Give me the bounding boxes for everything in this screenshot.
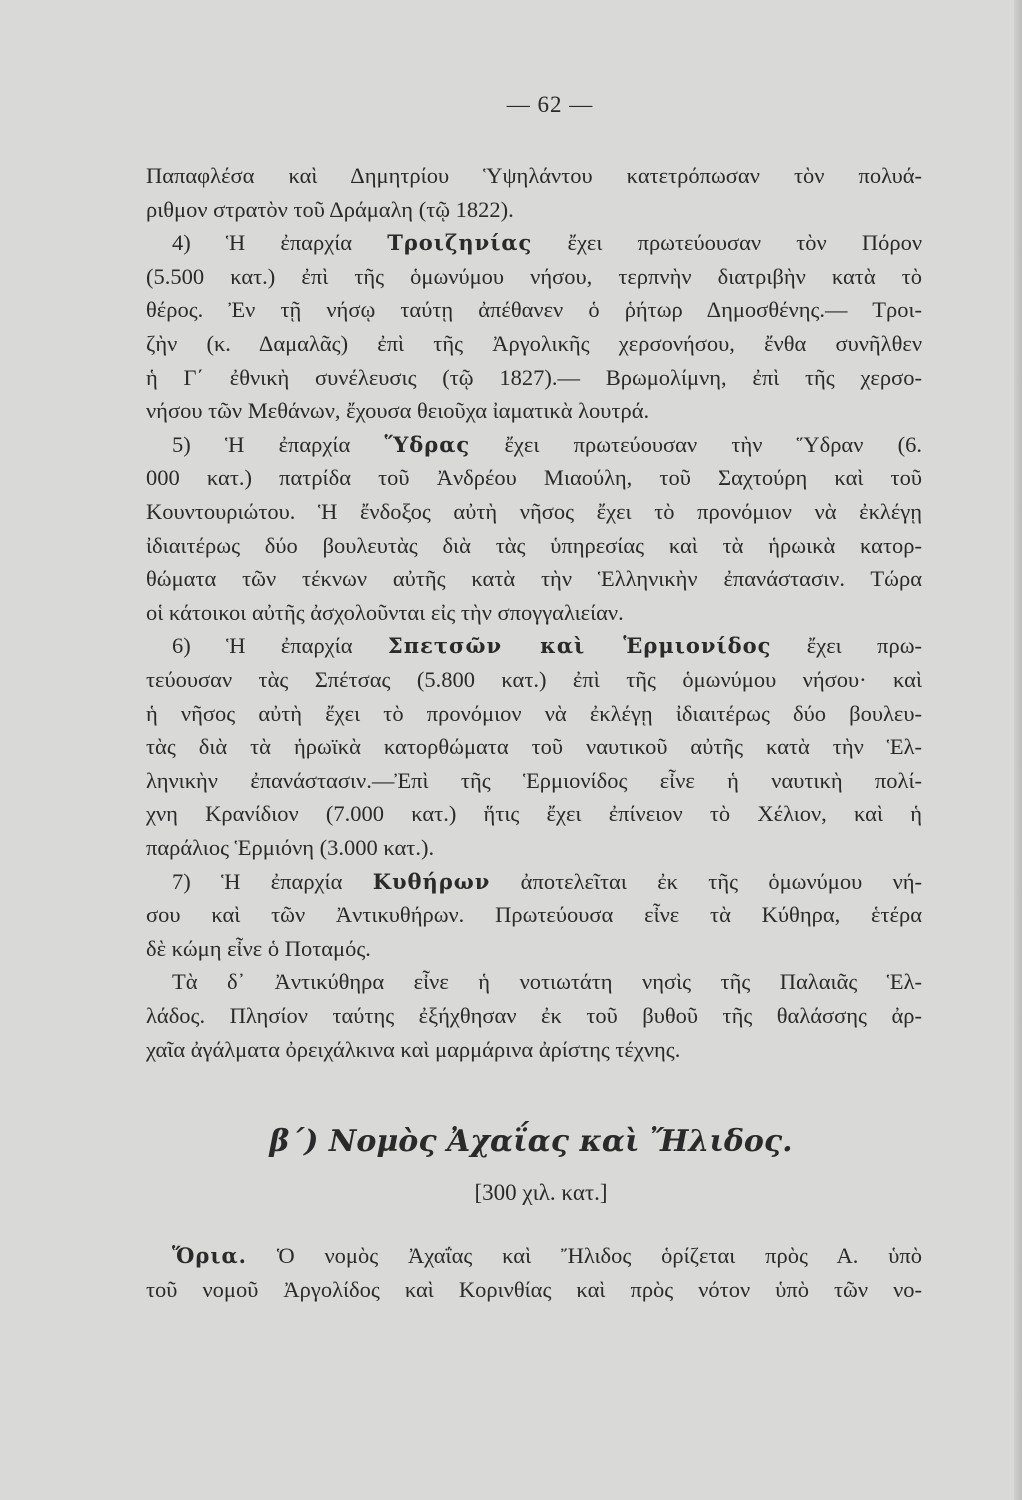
line-text: τεύουσαν τὰς Σπέτσας (5.800 κατ.) ἐπὶ τῆς ὁμωνύμου νήσου· καὶ — [146, 667, 922, 692]
text-line — [146, 833, 922, 863]
text-line — [146, 363, 922, 393]
line-text: 000 κατ.) πατρίδα τοῦ Ἀνδρέου Μιαούλη, τοῦ Σαχτούρη καὶ τοῦ — [146, 465, 922, 491]
text-line — [146, 766, 922, 796]
line-text: παράλιος Ἑρμιόνη (3.000 κατ.). — [146, 835, 435, 860]
text-line — [146, 564, 922, 594]
text-line — [172, 1241, 922, 1271]
line-text: τοῦ νομοῦ Ἀργολίδος καὶ Κορινθίας καὶ πρὸς νότον ὑπὸ τῶν νο- — [146, 1277, 922, 1302]
line-text: τὰς διὰ τὰ ἡρωϊκὰ κατορθώματα τοῦ ναυτικοῦ αὐτῆς κατὰ τὴν Ἑλ- — [146, 734, 922, 760]
text-line — [146, 900, 922, 930]
text-line — [172, 867, 922, 897]
text-line — [146, 598, 922, 628]
text-line — [146, 497, 922, 527]
text-line — [146, 463, 922, 493]
text-line — [172, 430, 922, 460]
line-text: ἔχει πρωτεύουσαν τὴν Ὕδραν (6. — [470, 431, 922, 457]
bold-term: Τροιζηνίας — [387, 230, 533, 256]
text-line — [146, 665, 922, 695]
line-text: Παπαφλέσα καὶ Δημητρίου Ὑψηλάντου κατετρόπωσαν τὸν πολυά- — [146, 163, 922, 188]
line-text: Κουντουριώτου. Ἡ ἔνδοξος αὐτὴ νῆσος ἔχει τὸ προνόμιον νὰ ἐκλέγῃ — [146, 499, 922, 524]
bold-term: Ὕδρας — [384, 431, 471, 457]
line-text: λάδος. Πλησίον ταύτης ἐξήχθησαν ἐκ τοῦ βυθοῦ τῆς θαλάσσης ἀρ- — [146, 1003, 922, 1028]
line-text: θώματα τῶν τέκνων αὐτῆς κατὰ τὴν Ἑλληνικὴν ἐπανάστασιν. Τώρα — [146, 566, 922, 592]
line-text: 6) Ἡ ἐπαρχία — [172, 633, 388, 659]
text-line — [146, 195, 922, 225]
line-text: Ὁ νομὸς Ἀχαΐας καὶ Ἤλιδος ὁρίζεται πρὸς Α. ὑπὸ — [247, 1243, 922, 1268]
line-text: δὲ κώμη εἶνε ὁ Ποταμός. — [146, 935, 371, 961]
line-text: θέρος. Ἐν τῇ νήσῳ ταύτῃ ἀπέθανεν ὁ ῥήτωρ Δημοσθένης.— Τροι- — [146, 297, 922, 323]
text-line — [146, 699, 922, 729]
text-line — [146, 262, 922, 292]
bold-term: Κυθήρων — [372, 868, 491, 894]
text-line — [146, 799, 922, 829]
line-text: ριθμον στρατὸν τοῦ Δράμαλη (τῷ 1822). — [146, 196, 514, 222]
text-line — [146, 329, 922, 359]
section-area: [300 χιλ. κατ.] — [474, 1180, 608, 1205]
text-line — [172, 228, 922, 258]
text-line — [146, 934, 922, 964]
line-text: ἡ νῆσος αὐτὴ ἔχει τὸ προνόμιον νὰ ἐκλέγῃ ἰδιαιτέρως δύο βουλευ- — [146, 700, 922, 726]
line-text: 4) Ἡ ἐπαρχία — [172, 230, 388, 256]
text-line — [146, 531, 922, 561]
line-text: ἔχει πρωτεύουσαν τὸν Πόρον — [532, 230, 923, 256]
text-line — [146, 161, 922, 191]
line-text: χνη Κρανίδιον (7.000 κατ.) ἥτις ἔχει ἐπίνειον τὸ Χέλιον, καὶ ἡ — [146, 801, 922, 827]
text-line — [146, 1001, 922, 1031]
line-text: χαῖα ἀγάλματα ὀρειχάλκινα καὶ μαρμάρινα ἀρίστης τέχνης. — [146, 1036, 681, 1062]
line-text: 7) Ἡ ἐπαρχία — [172, 868, 373, 894]
line-text: ἰδιαιτέρως δύο βουλευτὰς διὰ τὰς ὑπηρεσίας καὶ τὰ ἡρωικὰ κατορ- — [146, 532, 922, 558]
section-heading: β΄) Νομὸς Ἀχαΐας καὶ Ἤλιδος. — [269, 1124, 793, 1159]
line-text: ληνικὴν ἐπανάστασιν.—Ἐπὶ τῆς Ἑρμιονίδος εἶνε ἡ ναυτικὴ πολί- — [146, 767, 922, 793]
text-line — [172, 631, 922, 661]
text-line — [146, 732, 922, 762]
text-line — [172, 967, 922, 997]
text-line — [146, 396, 922, 426]
text-line — [146, 1035, 922, 1065]
text-line — [146, 1275, 922, 1305]
page-edge — [1014, 0, 1022, 1500]
line-text: νήσου τῶν Μεθάνων, ἔχουσα θειοῦχα ἰαματικὰ λουτρά. — [146, 398, 650, 424]
bold-term: Ὅρια. — [172, 1243, 247, 1268]
line-text: Τὰ δ᾽ Ἀντικύθηρα εἶνε ἡ νοτιωτάτη νησὶς τῆς Παλαιᾶς Ἑλ- — [172, 969, 922, 995]
page-number: — 62 — — [506, 92, 594, 117]
line-text: ἡ Γ΄ ἐθνικὴ συνέλευσις (τῷ 1827).— Βρωμολίμνη, ἐπὶ τῆς χερσο- — [146, 364, 922, 390]
line-text: ζὴν (κ. Δαμαλᾶς) ἐπὶ τῆς Ἀργολικῆς χερσονήσου, ἔνθα συνῆλθεν — [146, 331, 922, 356]
line-text: οἱ κάτοικοι αὐτῆς ἀσχολοῦνται εἰς τὴν σπογγαλιείαν. — [146, 599, 624, 625]
line-text: ἀποτελεῖται ἐκ τῆς ὁμωνύμου νή- — [490, 868, 922, 894]
line-text: ἔχει πρω- — [771, 633, 923, 659]
line-text: 5) Ἡ ἐπαρχία — [172, 431, 385, 457]
bold-term: Σπετσῶν καὶ Ἑρμιονίδος — [387, 633, 772, 659]
line-text: (5.500 κατ.) ἐπὶ τῆς ὁμωνύμου νήσου, τερπνὴν διατριβὴν κατὰ τὸ — [146, 263, 922, 289]
text-line — [146, 295, 922, 325]
line-text: σου καὶ τῶν Ἀντικυθήρων. Πρωτεύουσα εἶνε τὰ Κύθηρα, ἑτέρα — [146, 902, 922, 928]
